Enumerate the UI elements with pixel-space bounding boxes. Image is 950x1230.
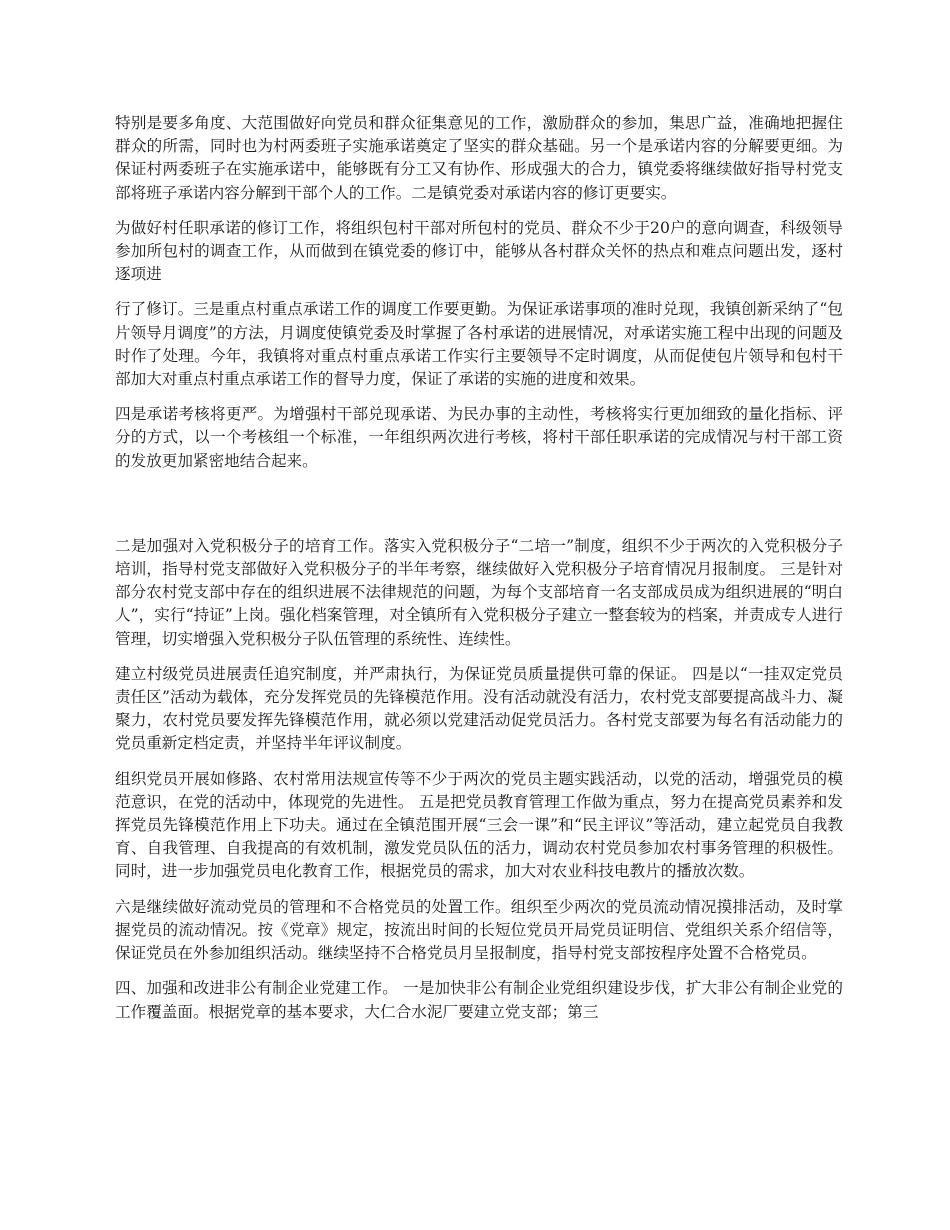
paragraph-6: 建立村级党员进展责任追究制度，并严肃执行，为保证党员质量提供可靠的保证。 四是以“一挂双定党员责任区”活动为载体，充分发挥党员的先锋模范作用。没有活动就没有活力，农村党支部要提高战斗力、凝聚力，农村党员要发挥先锋模范作用，就必须以党建活动促党员活力。各村党支部要为每名有活动能力的党员重新定档定责，并坚持半年评议制度。 xyxy=(115,664,843,753)
paragraph-8: 六是继续做好流动党员的管理和不合格党员的处置工作。组织至少两次的党员流动情况摸排活动，及时掌握党员的流动情况。按《党章》规定，按流出时间的长短位党员开局党员证明信、党组织关系介绍信等，保证党员在外参加组织活动。继续坚持不合格党员月呈报制度，指导村党支部按程序处置不合格党员。 xyxy=(115,897,843,963)
paragraph-5: 二是加强对入党积极分子的培育工作。落实入党积极分子“二培一”制度，组织不少于两次的入党积极分子培训，指导村党支部做好入党积极分子的半年考察，继续做好入党积极分子培育情况月报制度。 三是针对部分农村党支部中存在的组织进展不法律规范的问题，为每个支部培育一名支部成员成为组织进展的“明白人”，实行“持证”上岗。强化档案管理，对全镇所有入党积极分子建立一整套较为的档案，并责成专人进行管理，切实增强入党积极分子队伍管理的系统性、连续性。 xyxy=(115,536,843,648)
paragraph-3: 行了修订。三是重点村重点承诺工作的调度工作要更勤。为保证承诺事项的准时兑现，我镇创新采纳了“包片领导月调度”的方法，月调度使镇党委及时掌握了各村承诺的进展情况，对承诺实施工程中出现的问题及时作了处理。今年，我镇将对重点村重点承诺工作实行主要领导不定时调度，从而促使包片领导和包村干部加大对重点村重点承诺工作的督导力度，保证了承诺的实施的进度和效果。 xyxy=(115,300,843,389)
paragraph-7: 组织党员开展如修路、农村常用法规宣传等不少于两次的党员主题实践活动，以党的活动，增强党员的模范意识，在党的活动中，体现党的先进性。 五是把党员教育管理工作做为重点，努力在提高党员素养和发挥党员先锋模范作用上下功夫。通过在全镇范围开展“三会一课”和“民主评议”等活动，建立起党员自我教育、自我管理、自我提高的有效机制，激发党员队伍的活力，调动农村党员参加农村事务管理的积极性。同时，进一步加强党员电化教育工作，根据党员的需求，加大对农业科技电教片的播放次数。 xyxy=(115,769,843,881)
paragraph-4: 四是承诺考核将更严。为增强村干部兑现承诺、为民办事的主动性，考核将实行更加细致的量化指标、评分的方式，以一个考核组一个标准，一年组织两次进行考核，将村干部任职承诺的完成情况与村干部工资的发放更加紧密地结合起来。 xyxy=(115,405,843,470)
paragraph-2: 为做好村任职承诺的修订工作，将组织包村干部对所包村的党员、群众不少于20户的意向调查，科级领导参加所包村的调查工作，从而做到在镇党委的修订中，能够从各村群众关怀的热点和难点问题出发，逐村逐项进 xyxy=(115,218,843,284)
document-body xyxy=(115,112,843,1036)
paragraph-9: 四、加强和改进非公有制企业党建工作。 一是加快非公有制企业党组织建设步伐，扩大非公有制企业党的工作覆盖面。根据党章的基本要求，大仁合水泥厂要建立党支部；第三 xyxy=(115,979,843,1021)
paragraph-1: 特别是要多角度、大范围做好向党员和群众征集意见的工作，激励群众的参加，集思广益，准确地把握住群众的所需，同时也为村两委班子实施承诺奠定了坚实的群众基础。另一个是承诺内容的分解要更细。为保证村两委班子在实施承诺中，能够既有分工又有协作、形成强大的合力，镇党委将继续做好指导村党支部将班子承诺内容分解到干部个人的工作。二是镇党委对承诺内容的修订更要实。 xyxy=(115,114,843,202)
section-gap xyxy=(115,485,843,535)
